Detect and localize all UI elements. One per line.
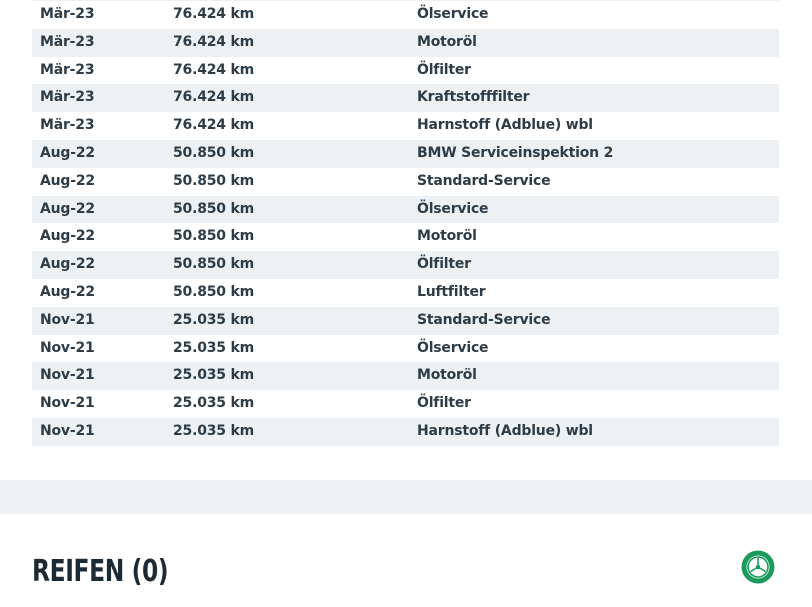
service-date: Nov-21 [40,395,95,412]
service-description: Ölservice [417,200,489,217]
table-row [32,57,779,85]
service-mileage: 25.035 km [173,339,254,356]
table-row [32,390,779,418]
service-mileage: 25.035 km [173,395,254,412]
service-mileage: 76.424 km [173,6,254,22]
service-description: Standard-Service [417,311,551,328]
service-mileage: 25.035 km [173,367,254,384]
service-description: Motoröl [417,33,477,50]
service-description: BMW Serviceinspektion 2 [417,144,614,161]
service-description: Ölfilter [417,256,471,273]
service-mileage: 76.424 km [173,33,254,50]
service-mileage: 50.850 km [173,172,254,189]
service-mileage: 76.424 km [173,89,254,106]
tires-toggle-button[interactable] [741,550,775,584]
service-date: Nov-21 [40,422,95,439]
service-date: Aug-22 [40,172,95,189]
service-description: Kraftstofffilter [417,89,530,106]
service-date: Nov-21 [40,367,95,384]
table-row [32,223,779,251]
service-description: Luftfilter [417,283,486,300]
service-date: Aug-22 [40,283,95,300]
service-description: Standard-Service [417,172,551,189]
service-mileage: 76.424 km [173,117,254,134]
service-date: Aug-22 [40,228,95,245]
table-row [32,196,779,224]
service-date: Aug-22 [40,200,95,217]
table-row [32,418,779,446]
table-row [32,251,779,279]
table-row [32,307,779,335]
service-mileage: 25.035 km [173,422,254,439]
service-description: Ölfilter [417,61,471,78]
table-row [32,29,779,57]
service-mileage: 76.424 km [173,61,254,78]
table-row [32,335,779,363]
service-date: Aug-22 [40,144,95,161]
section-divider-band [0,480,812,514]
service-date: Mär-23 [40,6,95,22]
service-date: Nov-21 [40,339,95,356]
table-row [32,140,779,168]
service-date: Mär-23 [40,89,95,106]
service-description: Ölservice [417,6,489,22]
service-description: Harnstoff (Adblue) wbl [417,422,593,439]
service-date: Aug-22 [40,256,95,273]
service-date: Mär-23 [40,61,95,78]
service-mileage: 50.850 km [173,200,254,217]
table-row [32,168,779,196]
service-description: Motoröl [417,228,477,245]
table-row [32,84,779,112]
service-mileage: 50.850 km [173,144,254,161]
table-row [32,362,779,390]
tire-icon [741,550,775,584]
service-mileage: 25.035 km [173,311,254,328]
service-date: Nov-21 [40,311,95,328]
tires-section-title: REIFEN (0) [32,554,169,589]
service-description: Motoröl [417,367,477,384]
service-mileage: 50.850 km [173,256,254,273]
service-date: Mär-23 [40,33,95,50]
service-mileage: 50.850 km [173,283,254,300]
table-row [32,279,779,307]
service-date: Mär-23 [40,117,95,134]
service-mileage: 50.850 km [173,228,254,245]
service-description: Ölservice [417,339,489,356]
table-row [32,0,779,29]
table-row [32,112,779,140]
service-description: Ölfilter [417,395,471,412]
service-description: Harnstoff (Adblue) wbl [417,117,593,134]
service-history-table [32,0,779,446]
